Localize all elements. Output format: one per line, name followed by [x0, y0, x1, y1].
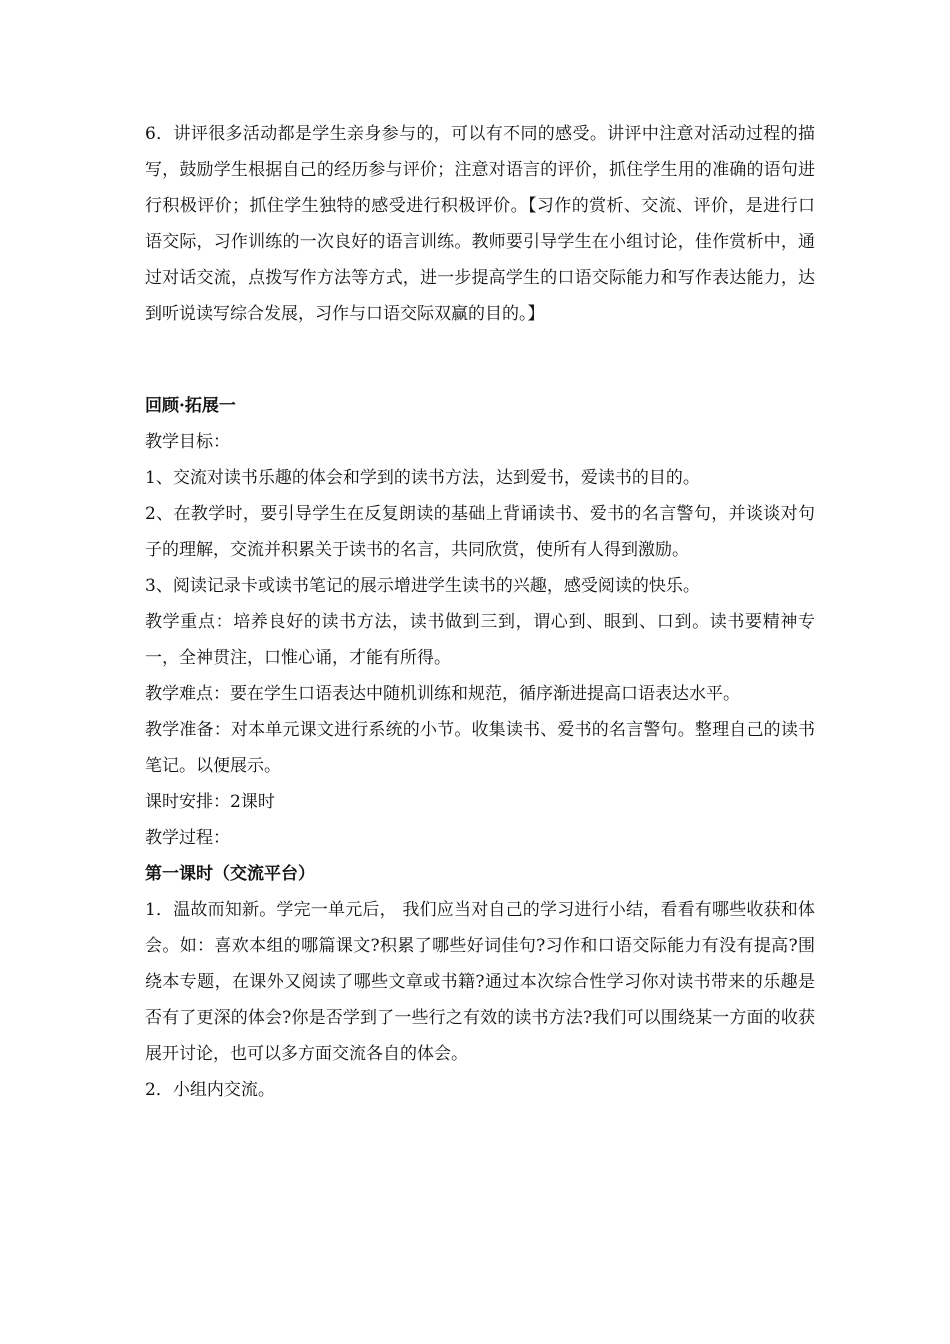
schedule: 课时安排：2课时 — [145, 792, 275, 812]
intro-item-6: 6．讲评很多活动都是学生亲身参与的，可以有不同的感受。讲评中注意对活动过程的描写，鼓励学生根据自己的经历参与评价；注意对语言的评价，抓住学生用的准确的语句进行积极评价；抓住学生独特的感受进行积极评价。【习作的赏析、交流、评价，是进行口语交际，习作训练的一次良好的语言训练。教师要引导学生在小组讨论，佳作赏析中，通过对话交流，点拨写作方法等方式，进一步提高学生的口语交际能力和写作表达能力，达到听说读写综合发展，习作与口语交际双赢的目的。】 — [145, 124, 815, 324]
lesson1-step-1: 1．温故而知新。学完一单元后， 我们应当对自己的学习进行小结，看看有哪些收获和体会。如：喜欢本组的哪篇课文?积累了哪些好词佳句?习作和口语交际能力有没有提高?围绕本专题，在课外又阅读了哪些文章或书籍?通过本次综合性学习你对读书带来的乐趣是否有了更深的体会?你是否学到了一些行之有效的读书方法?我们可以围绕某一方面的收获展开讨论，也可以多方面交流各自的体会。 — [145, 900, 815, 1064]
section-title: 回顾·拓展一 — [145, 396, 236, 416]
difficulties: 教学难点：要在学生口语表达中随机训练和规范，循序渐进提高口语表达水平。 — [145, 684, 740, 704]
goal-item-2: 2、在教学时，要引导学生在反复朗读的基础上背诵读书、爱书的名言警句，并谈谈对句子的理解，交流并积累关于读书的名言，共同欣赏，使所有人得到激励。 — [145, 504, 815, 560]
goal-item-1: 1、交流对读书乐趣的体会和学到的读书方法，达到爱书，爱读书的目的。 — [145, 468, 700, 488]
lesson1-step-2: 2．小组内交流。 — [145, 1080, 275, 1100]
lesson1-title: 第一课时（交流平台） — [145, 864, 315, 884]
goal-item-3: 3、阅读记录卡或读书笔记的展示增进学生读书的兴趣，感受阅读的快乐。 — [145, 576, 700, 596]
goals-label: 教学目标： — [145, 432, 230, 452]
preparation: 教学准备：对本单元课文进行系统的小节。收集读书、爱书的名言警句。整理自己的读书笔记。以便展示。 — [145, 720, 815, 776]
key-points: 教学重点：培养良好的读书方法，读书做到三到，谓心到、眼到、口到。读书要精神专一，全神贯注，口惟心诵，才能有所得。 — [145, 612, 815, 668]
section-gap — [145, 332, 815, 388]
process-label: 教学过程： — [145, 828, 230, 848]
document-page — [145, 116, 815, 1108]
